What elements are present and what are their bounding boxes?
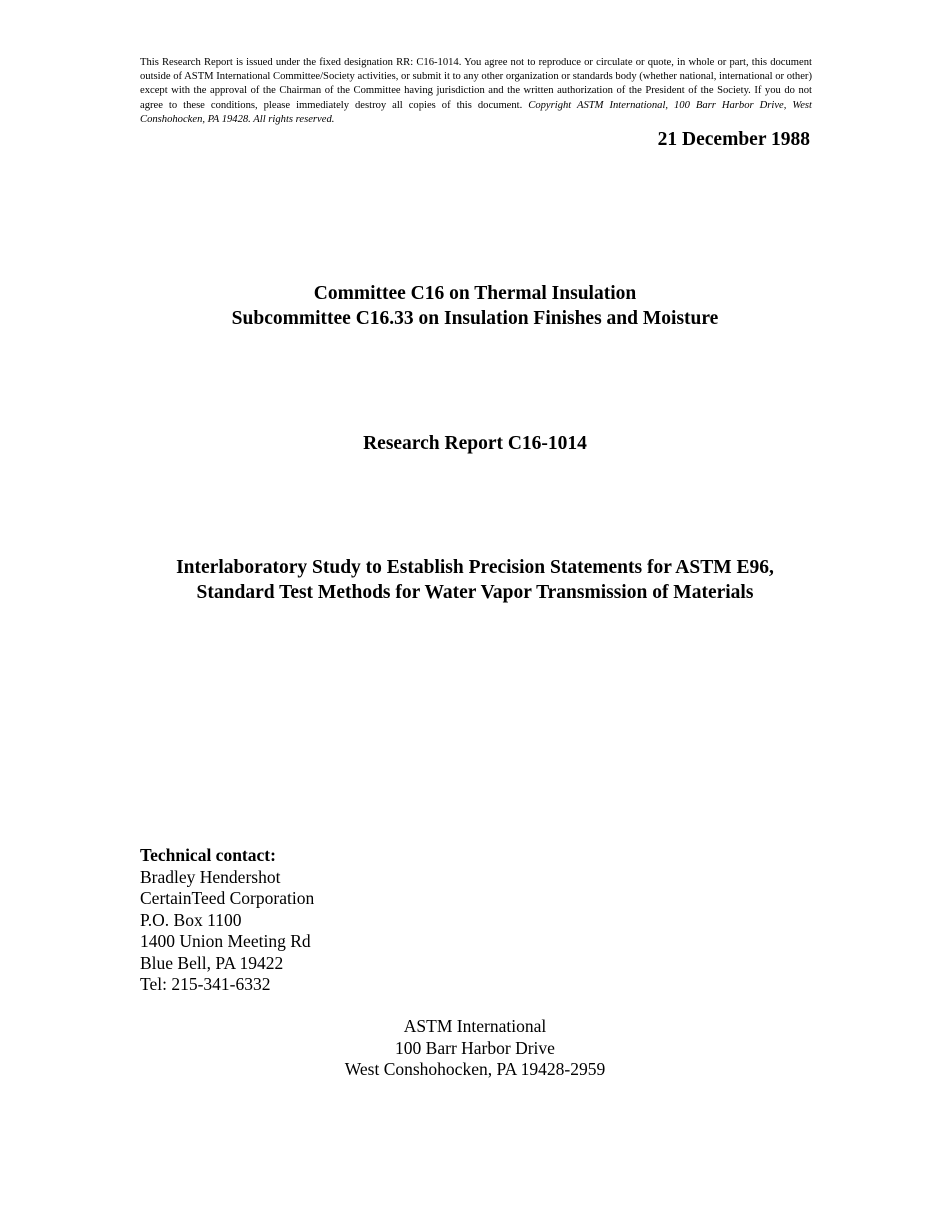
contact-city: Blue Bell, PA 19422 [140,952,284,973]
copyright-notice: Copyright ASTM International, 100 Barr Harbor Drive, West Conshohocken, PA 19428. All rights reserved. [140,99,812,125]
subcommittee-name: Subcommittee C16.33 on Insulation Finishes and Moisture [231,308,719,329]
study-title [0,555,950,605]
study-title-line-2: Standard Test Methods for Water Vapor Transmission of Materials [196,582,754,603]
astm-city: West Conshohocken, PA 19428-2959 [344,1059,606,1079]
contact-name: Bradley Hendershot [140,866,281,887]
report-number-text: Research Report C16-1014 [363,433,587,454]
astm-name: ASTM International [403,1016,547,1036]
usage-notice [140,56,812,127]
committee-heading [0,281,950,331]
technical-contact-block [140,845,314,996]
committee-name: Committee C16 on Thermal Insulation [313,283,637,304]
astm-street: 100 Barr Harbor Drive [395,1037,555,1058]
contact-telephone: Tel: 215-341-6332 [140,974,271,994]
report-number [0,431,950,456]
contact-street: 1400 Union Meeting Rd [140,931,311,951]
contact-po-box: P.O. Box 1100 [140,909,242,930]
astm-address-block [0,1016,950,1081]
contact-company: CertainTeed Corporation [140,888,315,908]
technical-contact-heading: Technical contact: [140,845,276,865]
report-date: 21 December 1988 [657,129,810,150]
usage-notice-text: This Research Report is issued under the fixed designation RR: C16-1014. You agree not to reproduce or circulate or quote, in whole or part, this document outside of ASTM International Committee/Society activities, or submit it to any other organization or standards body (whether national, international or other) except with the approval of the Chairman of the Committee having jurisdiction and the written authorization of the President of the Society. If you do not agree to these conditions, please immediately destroy all copies of this document. [140,57,812,111]
study-title-line-1: Interlaboratory Study to Establish Precision Statements for ASTM E96, [176,557,774,578]
